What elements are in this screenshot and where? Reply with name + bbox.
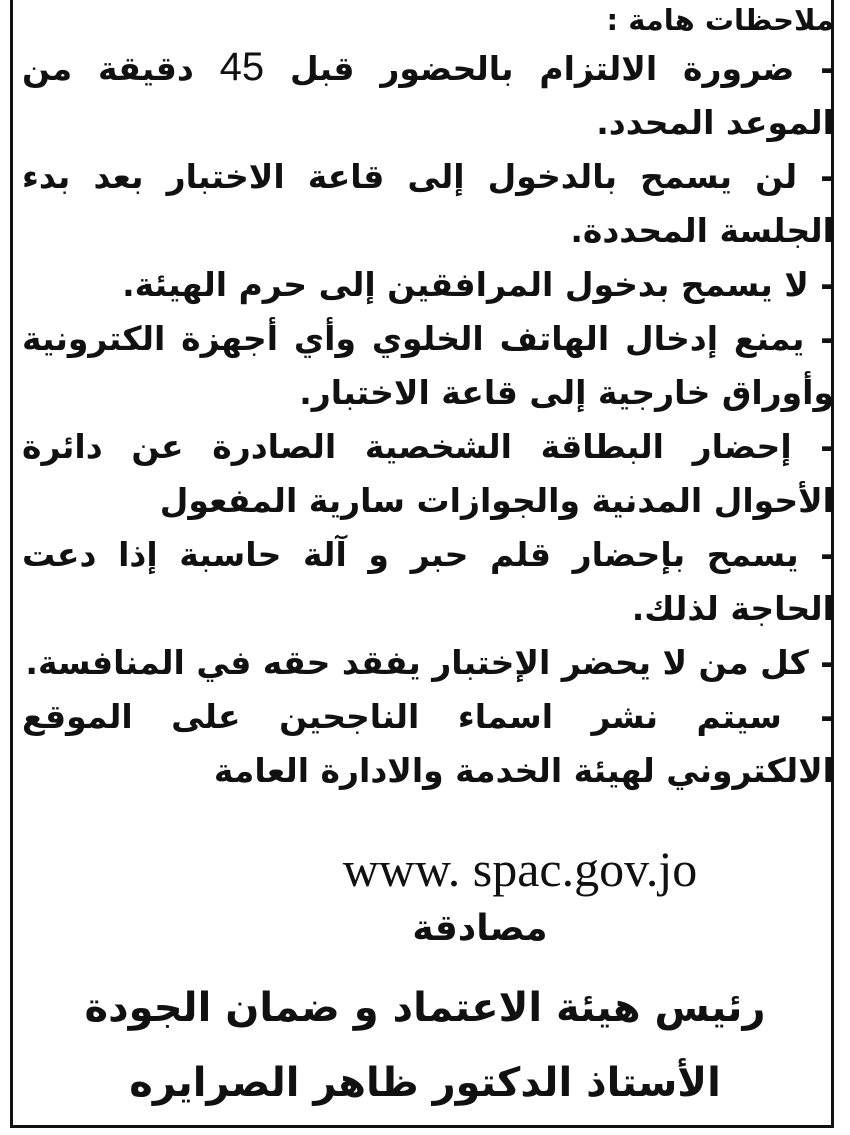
note-item-1 [22, 40, 834, 150]
note-item-7: - كل من لا يحضر الإختبار يفقد حقه في المنافسة. [25, 643, 834, 682]
notes-heading: ملاحظات هامة : [606, 3, 834, 37]
note-item-4: - يمنع إدخال الهاتف الخلوي وأي أجهزة الكترونية وأوراق خارجية إلى قاعة الاختبار. [22, 319, 834, 412]
signatory-title: رئيس هيئة الاعتماد و ضمان الجودة [84, 985, 766, 1031]
note-item-5: - إحضار البطاقة الشخصية الصادرة عن دائرة الأحوال المدنية والجوازات سارية المفعول [22, 427, 834, 520]
note-item-6: - يسمح بإحضار قلم حبر و آلة حاسبة إذا دعت الحاجة لذلك. [22, 535, 834, 628]
note-1-after: دقيقة من الموعد المحدد. [22, 49, 834, 142]
note-item-2: - لن يسمح بالدخول إلى قاعة الاختبار بعد بدء الجلسة المحددة. [22, 157, 834, 250]
approval-label: مصادقة [412, 908, 548, 949]
website-url: www. spac.gov.jo [342, 841, 698, 897]
note-1-before: - ضرورة الالتزام بالحضور قبل [264, 49, 834, 88]
note-item-8: - سيتم نشر اسماء الناجحين على الموقع الالكتروني لهيئة الخدمة والادارة العامة [22, 697, 834, 790]
notes-section [22, 0, 834, 798]
note-item-3: - لا يسمح بدخول المرافقين إلى حرم الهيئة. [122, 265, 834, 304]
note-1-number: 45 [219, 45, 265, 89]
signatory-name: الأستاذ الدكتور ظاهر الصرايره [129, 1060, 721, 1106]
